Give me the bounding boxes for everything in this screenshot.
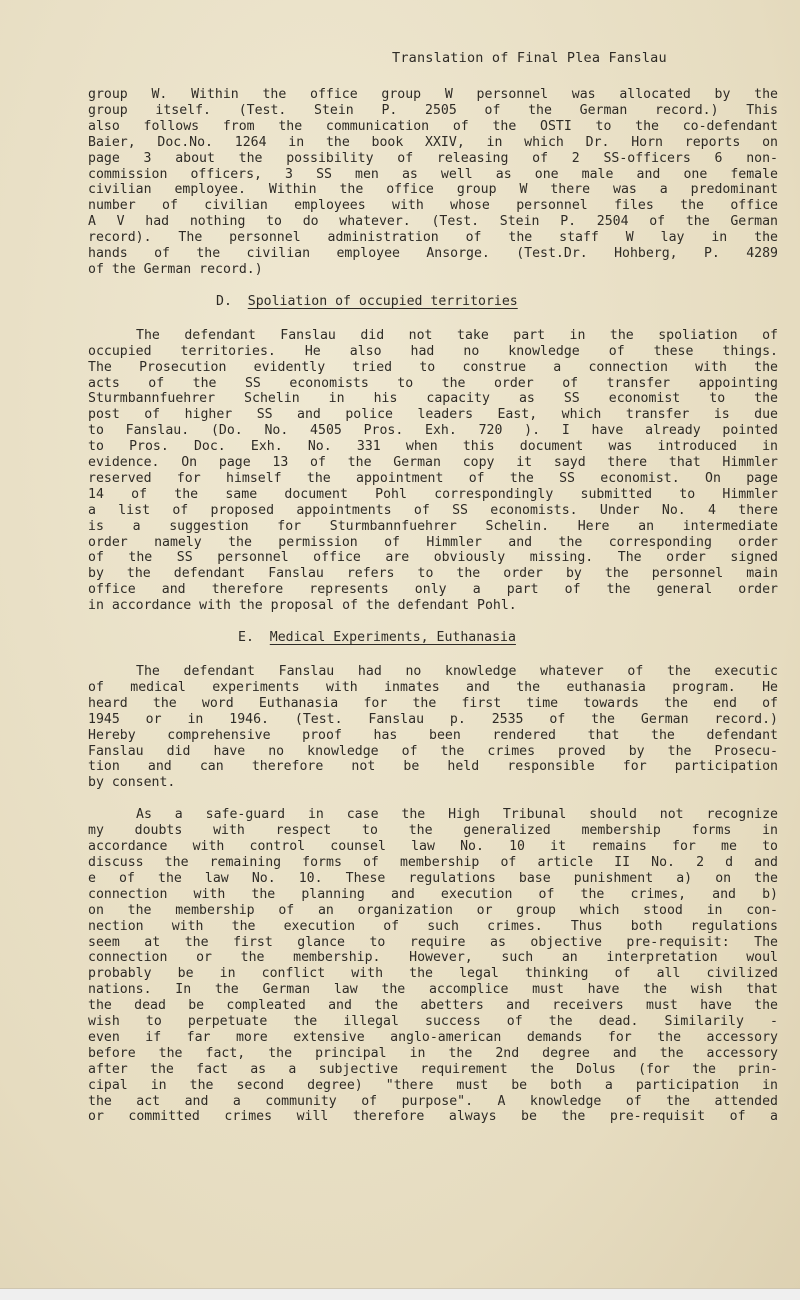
text-line: commission officers, 3 SS men as well as one male and one female [88, 166, 778, 182]
text-line: by consent. [88, 775, 176, 791]
text-line: the act and a community of purpose". A knowledge of the attended [88, 1093, 778, 1109]
text-line: accordance with control counsel law No. 10 it remains for me to [88, 839, 778, 855]
text-line: Hereby comprehensive proof has been rendered that the defendant [88, 727, 778, 743]
text-line: hands of the civilian employee Ansorge. (Test.Dr. Hohberg, P. 4289 [88, 246, 778, 262]
text-line: a list of proposed appointments of SS economists. Under No. 4 there [88, 502, 778, 518]
text-line: even if far more extensive anglo-american demands for the accessory [88, 1029, 778, 1045]
text-line: Fanslau did have no knowledge of the crimes proved by the Prosecu- [88, 743, 778, 759]
text-line: discuss the remaining forms of membership of article II No. 2 d and [88, 854, 778, 870]
text-line: 1945 or in 1946. (Test. Fanslau p. 2535 of the German record.) [88, 711, 778, 727]
section-heading-spoliation [88, 294, 778, 310]
text-line: civilian employee. Within the office group W there was a predominant [88, 182, 778, 198]
text-line: seem at the first glance to require as objective pre-requisit: The [88, 934, 778, 950]
text-line: post of higher SS and police leaders East, which transfer is due [88, 407, 778, 423]
text-line: on the membership of an organization or group which stood in con- [88, 902, 778, 918]
text-line: record). The personnel administration of the staff W lay in the [88, 230, 778, 246]
text-line: connection or the membership. However, such an interpretation woul [88, 950, 778, 966]
text-line: to Pros. Doc. Exh. No. 331 when this document was introduced in [88, 439, 778, 455]
section-title: Spoliation of occupied territories [247, 293, 518, 309]
text-line: office and therefore represents only a part of the general order [88, 582, 778, 598]
paragraph-membership-forms [88, 807, 778, 1125]
text-line: page 3 about the possibility of releasing of 2 SS-officers 6 non- [88, 150, 778, 166]
text-line: before the fact, the principal in the 2nd degree and the accessory [88, 1045, 778, 1061]
text-line: The Prosecution evidently tried to construe a connection with the [88, 359, 778, 375]
text-line: order namely the permission of Himmler and the corresponding order [88, 534, 778, 550]
page-header: Translation of Final Plea Fanslau [392, 50, 667, 66]
text-line: or committed crimes will therefore always be the pre-requisit of a [88, 1109, 778, 1125]
text-line: my doubts with respect to the generalized membership forms in [88, 823, 778, 839]
text-line: in accordance with the proposal of the defendant Pohl. [88, 598, 517, 614]
text-line: The defendant Fanslau had no knowledge whatever of the executic [136, 664, 778, 679]
paragraph-personnel-allocation [88, 87, 778, 278]
text-line: number of civilian employees with whose personnel files the office [88, 198, 778, 214]
text-line: to Fanslau. (Do. No. 4505 Pros. Exh. 720 ). I have already pointed [88, 423, 778, 439]
text-line: wish to perpetuate the illegal success of the dead. Similarily - [88, 1014, 778, 1030]
text-line: also follows from the communication of the OSTI to the co-defendant [88, 118, 778, 134]
section-heading-medical-experiments [88, 630, 778, 646]
text-line: reserved for himself the appointment of the SS economist. On page [88, 470, 778, 486]
text-line: after the fact as a subjective requirement the Dolus (for the prin- [88, 1061, 778, 1077]
text-line: evidence. On page 13 of the German copy it sayd there that Himmler [88, 455, 778, 471]
text-line: cipal in the second degree) "there must be both a participation in [88, 1077, 778, 1093]
text-line: nection with the execution of such crimes. Thus both regulations [88, 918, 778, 934]
section-letter: E. [238, 630, 254, 646]
text-line: group itself. (Test. Stein P. 2505 of the German record.) This [88, 102, 778, 118]
section-title: Medical Experiments, Euthanasia [269, 630, 516, 646]
text-line: heard the word Euthanasia for the first time towards the end of [88, 695, 778, 711]
paragraph-medical-experiments [88, 664, 778, 791]
document-body [88, 87, 778, 1125]
text-line: The defendant Fanslau did not take part in the spoliation of [136, 327, 778, 343]
text-line: Baier, Doc.No. 1264 in the book XXIV, in which Dr. Horn reports on [88, 134, 778, 150]
text-line: connection with the planning and execution of the crimes, and b) [88, 886, 778, 902]
section-letter: D. [216, 293, 232, 309]
text-line: 14 of the same document Pohl correspondingly submitted to Himmler [88, 486, 778, 502]
text-line: e of the law No. 10. These regulations base punishment a) on the [88, 870, 778, 886]
text-line: by the defendant Fanslau refers to the order by the personnel main [88, 566, 778, 582]
text-line: is a suggestion for Sturmbannfuehrer Schelin. Here an intermediate [88, 518, 778, 534]
text-line: acts of the SS economists to the order of transfer appointing [88, 375, 778, 391]
page-bottom-edge [0, 1288, 800, 1300]
paragraph-spoliation [88, 328, 778, 614]
text-line: of the SS personnel office are obviously missing. The order signed [88, 550, 778, 566]
text-line: Sturmbannfuehrer Schelin in his capacity as SS economist to the [88, 391, 778, 407]
text-line: A V had nothing to do whatever. (Test. Stein P. 2504 of the German [88, 214, 778, 230]
paragraph-gap [88, 791, 778, 807]
text-line: probably be in conflict with the legal thinking of all civilized [88, 966, 778, 982]
text-line: group W. Within the office group W personnel was allocated by the [88, 87, 778, 102]
text-line: As a safe-guard in case the High Tribunal should not recognize [136, 807, 778, 823]
text-line: of medical experiments with inmates and the euthanasia program. He [88, 679, 778, 695]
text-line: occupied territories. He also had no knowledge of these things. [88, 343, 778, 359]
text-line: tion and can therefore not be held responsible for participation [88, 759, 778, 775]
text-line: nations. In the German law the accomplice must have the wish that [88, 982, 778, 998]
text-line: of the German record.) [88, 261, 263, 277]
text-line: the dead be compleated and the abetters and receivers must have the [88, 998, 778, 1014]
